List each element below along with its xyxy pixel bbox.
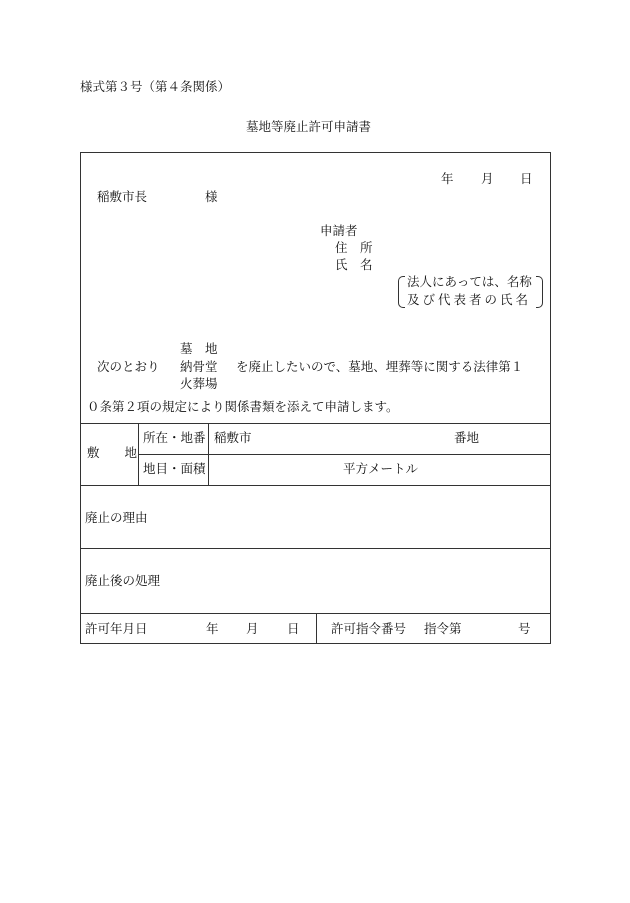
- application-form: [80, 152, 551, 644]
- option-cemetery: 墓 地: [180, 341, 218, 356]
- applicant-name-label: 氏 名: [335, 257, 373, 272]
- divider-site-middle: [138, 454, 551, 455]
- divider-site-col1: [138, 423, 139, 485]
- location-label: 所在・地番: [143, 430, 206, 445]
- permit-date-label: 許可年月日: [85, 621, 148, 636]
- addressee-mayor: 稲敷市長: [97, 189, 148, 204]
- form-number: 様式第３号（第４条関係）: [80, 79, 231, 94]
- location-city: 稲敷市: [214, 430, 252, 445]
- area-unit: 平方メートル: [343, 461, 419, 476]
- date-month-label: 月: [481, 171, 494, 186]
- location-banchi: 番地: [454, 430, 480, 445]
- option-ossuary: 納骨堂: [180, 359, 218, 374]
- statement-prefix: 次のとおり: [97, 359, 160, 374]
- divider-reason-top: [80, 485, 551, 486]
- divider-site-col2: [208, 423, 209, 485]
- statement-suffix: を廃止したいので、墓地、埋葬等に関する法律第１: [236, 359, 524, 374]
- page-title: 墓地等廃止許可申請書: [246, 119, 372, 134]
- permit-order-prefix: 指令第: [424, 621, 462, 636]
- date-year-label: 年: [441, 171, 454, 186]
- category-area-label: 地目・面積: [143, 461, 206, 476]
- applicant-address-label: 住 所: [335, 240, 373, 255]
- divider-disposal-top: [80, 548, 551, 549]
- left-bracket: [398, 276, 405, 308]
- corp-note-line2: 及び代表者の氏名: [407, 292, 532, 307]
- statement-line2: ０条第２項の規定により関係書類を添えて申請します。: [87, 399, 399, 414]
- permit-month-label: 月: [246, 621, 259, 636]
- reason-label: 廃止の理由: [85, 510, 148, 525]
- permit-order-suffix: 号: [518, 621, 531, 636]
- option-crematorium: 火葬場: [180, 376, 218, 391]
- divider-site-top: [80, 423, 551, 424]
- divider-permit-col: [316, 613, 317, 644]
- site-label: 敷 地: [87, 445, 138, 460]
- date-day-label: 日: [520, 171, 533, 186]
- permit-order-label: 許可指令番号: [331, 621, 407, 636]
- disposal-label: 廃止後の処理: [85, 573, 161, 588]
- corp-note-line1: 法人にあっては、名称: [407, 274, 532, 289]
- permit-year-label: 年: [206, 621, 219, 636]
- right-bracket: [536, 276, 543, 308]
- applicant-label: 申請者: [320, 223, 358, 238]
- permit-day-label: 日: [287, 621, 300, 636]
- addressee-sama: 様: [205, 189, 218, 204]
